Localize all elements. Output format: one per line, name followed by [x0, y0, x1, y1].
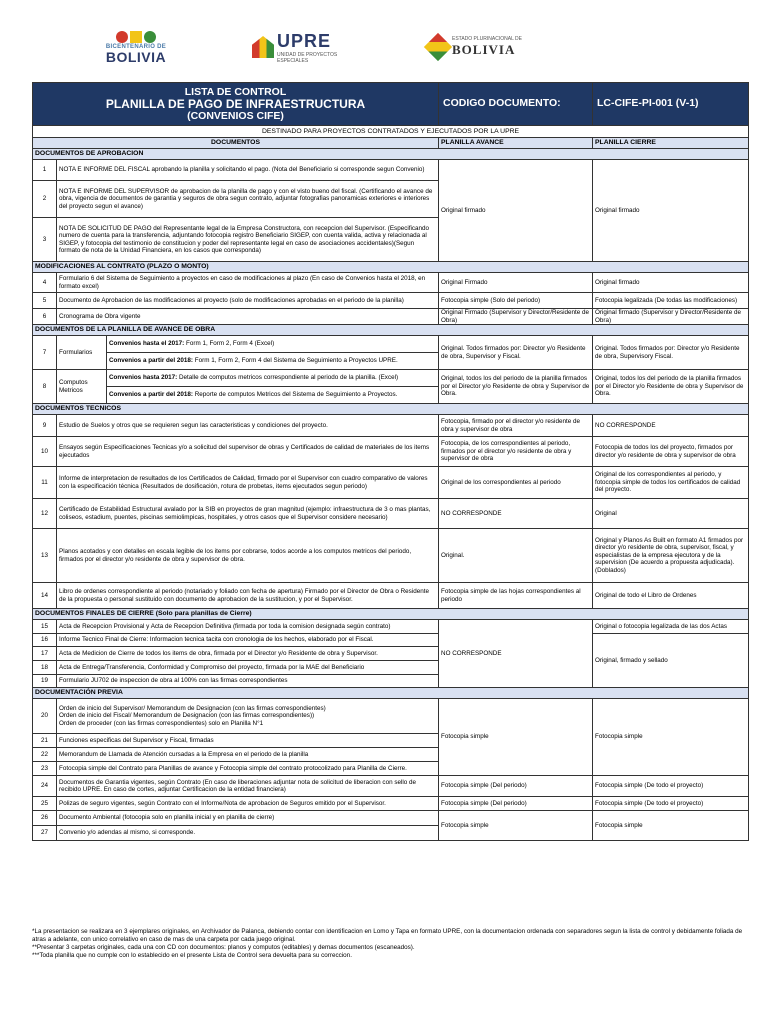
cell-cierre: Fotocopia simple [593, 811, 749, 841]
cell-cierre: Original firmado [593, 160, 749, 262]
footnote-3: ***Toda planilla que no cumple con lo establecido en el presente Lista de Control sera devuelta para su correccion. [32, 952, 352, 959]
table-row: 11 Informe de interpretacion de resultados de los Certificados de Calidad, firmado por el Supervisor con cuadro comparativo de valores con la especificación técnica (Resultados de dosificación, rotura de probetas, items ejecutados segun periodo) Original de los correspondientes al periodo Original de los correspondientes al periodo, y fotocopia simple de todos los certificados de calidad del proyecto. [33, 467, 749, 499]
destinado-text: DESTINADO PARA PROYECTOS CONTRATADOS Y EJECUTADOS POR LA UPRE [33, 126, 749, 138]
logo-bar [0, 18, 768, 76]
table-row: 12 Certificado de Estabilidad Estructural avalado por la SIB en proyectos de gran magnitud (ejemplo: infraestructura de 3 o mas plantas, coliseos, estadium, puentes, piscinas semiolimpicas, hospitales, y otros casos que el Supervisor considere necesario) NO CORRESPONDE Original [33, 499, 749, 529]
cell-cierre: Fotocopia simple [593, 699, 749, 776]
control-list-table [32, 82, 749, 841]
section-header: DOCUMENTOS FINALES DE CIERRE (Solo para planillas de Cierre) [33, 609, 749, 620]
destinado-row [33, 126, 749, 138]
col-documentos: DOCUMENTOS [33, 138, 439, 149]
footnotes [32, 928, 748, 960]
cell-cierre: Original, firmado y sellado [593, 634, 749, 688]
logo1-subtitle: BICENTENARIO DE [105, 43, 167, 50]
table-row: 18 Acta de Entrega/Transferencia, Conformidad y Compromiso del proyecto, firmada por la MAE del Beneficiario [33, 661, 749, 675]
table-row: 21 Funciones especificas del Supervisor y Fiscal, firmadas [33, 734, 749, 748]
section-header: DOCUMENTACIÓN PREVIA [33, 688, 749, 699]
table-row: 4 Formulario 6 del Sistema de Seguimiento a proyectos en caso de modificaciones al plazo (En caso de Convenios hasta el 2018, en formato excel) Original Firmado Original firmado [33, 273, 749, 293]
table-row: 14 Libro de ordenes correspondiente al periodo (notariado y foliado con fecha de apertura) Firmado por el Director de Obra o Residente de la propuesta o personal sustituido con documento de aprobacion de la sustitucion, y por el Supervisor. Fotocopia simple de las hojas correspondientes al periodo Original de todo el Libro de Ordenes [33, 583, 749, 609]
table-row: 5 Documento de Aprobacion de las modificaciones al proyecto (solo de modificaciones aprobadas en el periodo de la planilla) Fotocopia simple (Solo del periodo) Fotocopia legalizada (De todas las modificaciones) [33, 293, 749, 309]
table-row: 20 Orden de inicio del Supervisor/ Memorandum de Designacion (con las firmas correspondientes) Orden de inicio del Fiscal/ Memorandum de Designacion (con las firmas correspondientes)) Orden de proceder (con las firmas correspondientes) solo en Planilla N°1 Fotocopia simple Fotocopia simple [33, 699, 749, 734]
table-row: 25 Polizas de seguro vigentes, según Contrato con el Informe/Nota de aprobacion de Seguros emitido por el Supervisor. Fotocopia simple (Del periodo) Fotocopia simple (De todo el proyecto) [33, 797, 749, 811]
table-row: 10 Ensayos según Especificaciones Tecnicas y/o a solicitud del supervisor de obras y Certificados de calidad de materiales de los items ejecutados Fotocopia, de los correspondientes al periodo, firmados por el director y/o residente de obra y supervisor de obra Fotocopia de todos los del proyecto, firmados por director y/o residente de obra y supervisor de obra [33, 437, 749, 467]
table-row: 16 Informe Tecnico Final de Cierre: Informacion tecnica tacita con cronologia de los hechos, elaborado por el Fiscal. Original, firmado y sellado [33, 634, 749, 647]
title-row [33, 83, 749, 126]
table-row: Convenios a partir del 2018: Form 1, Form 2, Form 4 del Sistema de Seguimiento a Proyectos UPRE. [33, 353, 749, 370]
logo1-title: BOLIVIA [105, 48, 167, 65]
column-header-row [33, 138, 749, 149]
estado-bolivia-logo [425, 18, 525, 76]
table-row: 7 Formularios Convenios hasta el 2017: Form 1, Form 2, Form 4 (Excel) Original. Todos firmados por: Director y/o Residente de obra, Supervisor y Fiscal. Original. Todos firmados por: Director y/o Residente de obra, Supervisory Fiscal. [33, 336, 749, 353]
table-row: 3 NOTA DE SOLICITUD DE PAGO del Representante legal de la Empresa Constructora, con recepcion del Supervisor. (Especificando numero de cuenta para la transferencia, adjuntando fotocopia registro Beneficiario SIGEP, con cuenta valida, activa y relacionada al SIGEP, y fotocopia del testimonio de constitucion y poder del representante legal en caso de asociaciones accidentales)(Segun formato de nota de la Unidad Financiera, en los casos que corresponda) [33, 218, 749, 262]
code-value: LC-CIFE-PI-001 (V-1) [593, 83, 749, 126]
table-row: 22 Memorandum de Llamada de Atención cursadas a la Empresa en el periodo de la planilla [33, 748, 749, 762]
table-row: 1 NOTA E INFORME DEL FISCAL aprobando la planilla y solicitando el pago. (Nota del Beneficiario si corresponde segun Convenio) Original firmado Original firmado [33, 160, 749, 181]
cell-avance: NO CORRESPONDE [439, 620, 593, 688]
logo3-title: BOLIVIA [451, 42, 516, 57]
col-planilla-avance: PLANILLA AVANCE [439, 138, 593, 149]
section-header: DOCUMENTOS DE LA PLANILLA DE AVANCE DE OBRA [33, 325, 749, 336]
section-header: MODIFICACIONES AL CONTRATO (PLAZO O MONTO) [33, 262, 749, 273]
cell-avance: Original firmado [439, 160, 593, 262]
table-row: 2 NOTA E INFORME DEL SUPERVISOR de aprobacion de la planilla de pago y con el visto bueno del fiscal. (Certificando el avance de obra, vigencia de documentos de garantia y seguros de obra segun contrato, adjuntar fotografias panoramicas exteriores e interiores del proyecto segun el avance) [33, 181, 749, 218]
table-row: 27 Convenio y/o adendas al mismo, si corresponde. [33, 826, 749, 841]
cell-avance: Fotocopia simple [439, 811, 593, 841]
table-row: 9 Estudio de Suelos y otros que se requieren segun las caracteristicas y condiciones del proyecto. Fotocopia, firmado por el director y/o residente de obra y supervisor de obra NO CORRESPONDE [33, 415, 749, 437]
bicentenario-logo [96, 18, 176, 76]
table-row: 17 Acta de Medicion de Cierre de todos los items de obra, firmada por el Director y/o Residente de obra y Supervisor. [33, 647, 749, 661]
logo2-subtitle: UNIDAD DE PROYECTOS ESPECIALES [277, 51, 338, 64]
code-label: CODIGO DOCUMENTO: [439, 83, 593, 126]
upre-logo [252, 18, 350, 76]
upre-house-icon [252, 36, 274, 58]
table-row: 24 Documentos de Garantia vigentes, según Contrato (En caso de liberaciones adjuntar nota de solicitud de liberacion con sello de recibido UPRE. En caso de cortes, adjuntar Certificacion de la entidad financiera) Fotocopia simple (Del periodo) Fotocopia simple (De todo el proyecto) [33, 776, 749, 797]
section-header: DOCUMENTOS TECNICOS [33, 404, 749, 415]
logo3-subtitle: ESTADO PLURINACIONAL DE [451, 36, 522, 42]
cell-avance: Fotocopia simple [439, 699, 593, 776]
chakana-icon [424, 33, 452, 61]
section-header: DOCUMENTOS DE APROBACION [33, 149, 749, 160]
table-row: Convenios a partir del 2018: Reporte de computos Metricos del Sistema de Seguimiento a Proyectos. [33, 387, 749, 404]
table-row: 23 Fotocopia simple del Contrato para Planillas de avance y Fotocopia simple del contrato protocolizado para Planilla de Cierre. [33, 762, 749, 776]
table-row: 26 Documento Ambiental (fotocopia solo en planilla inicial y en planilla de cierre) Fotocopia simple Fotocopia simple [33, 811, 749, 826]
table-row: 13 Planos acotados y con detalles en escala legible de los items por cobrarse, todos acorde a los computos metricos del periodo, firmados por el director y/o residente de obra y supervisor de obra. Original. Original y Planos As Built en formato A1 firmados por director y/o residente de obra, supervisor, fiscal, y especialistas de la empresa ejecutora y de la supervision (De acuerdo a propuesta adjudicada). (Doblados) [33, 529, 749, 583]
footnote-1: *La presentacion se realizara en 3 ejemplares originales, en Archivador de Palanca, debiendo contar con identificacion en Lomo y Tapa en formato UPRE, con la documentacion ordenada con separadores segun la lista de control y debidamente foliada de atras a adelante, con unico correlativo en caso de mas de una carpeta por cada juego original. [32, 928, 743, 943]
document-title: LISTA DE CONTROL PLANILLA DE PAGO DE INFRAESTRUCTURA (CONVENIOS CIFE) [33, 83, 439, 126]
table-row: 19 Formulario JU702 de inspeccion de obra al 100% con las firmas correspondientes [33, 675, 749, 688]
logo2-title: UPRE [277, 30, 332, 51]
col-planilla-cierre: PLANILLA CIERRE [593, 138, 749, 149]
table-row: 15 Acta de Recepcion Provisional y Acta de Recepcion Definitiva (firmada por toda la comision designada según contrato) NO CORRESPONDE Original o fotocopia legalizada de las dos Actas [33, 620, 749, 634]
table-row: 6 Cronograma de Obra vigente Original Firmado (Supervisor y Director/Residente de Obra) Original firmado (Supervisor y Director/Residente de Obra) [33, 309, 749, 325]
table-row: 8 Computos Metricos Convenios hasta 2017: Detalle de computos metricos correspondiente al periodo de la planilla. (Excel) Original, todos los del periodo de la planilla firmados por el Director y/o Residente de obra y Supervisor de Obra. Original, todos los del periodo de la planilla firmados por el Director y/o Residente de obra y Supervisor de Obra. [33, 370, 749, 387]
footnote-2: **Presentar 3 carpetas originales, cada una con CD con documentos: planos y computos (editables) y demas documentos (escaneados). [32, 944, 415, 951]
